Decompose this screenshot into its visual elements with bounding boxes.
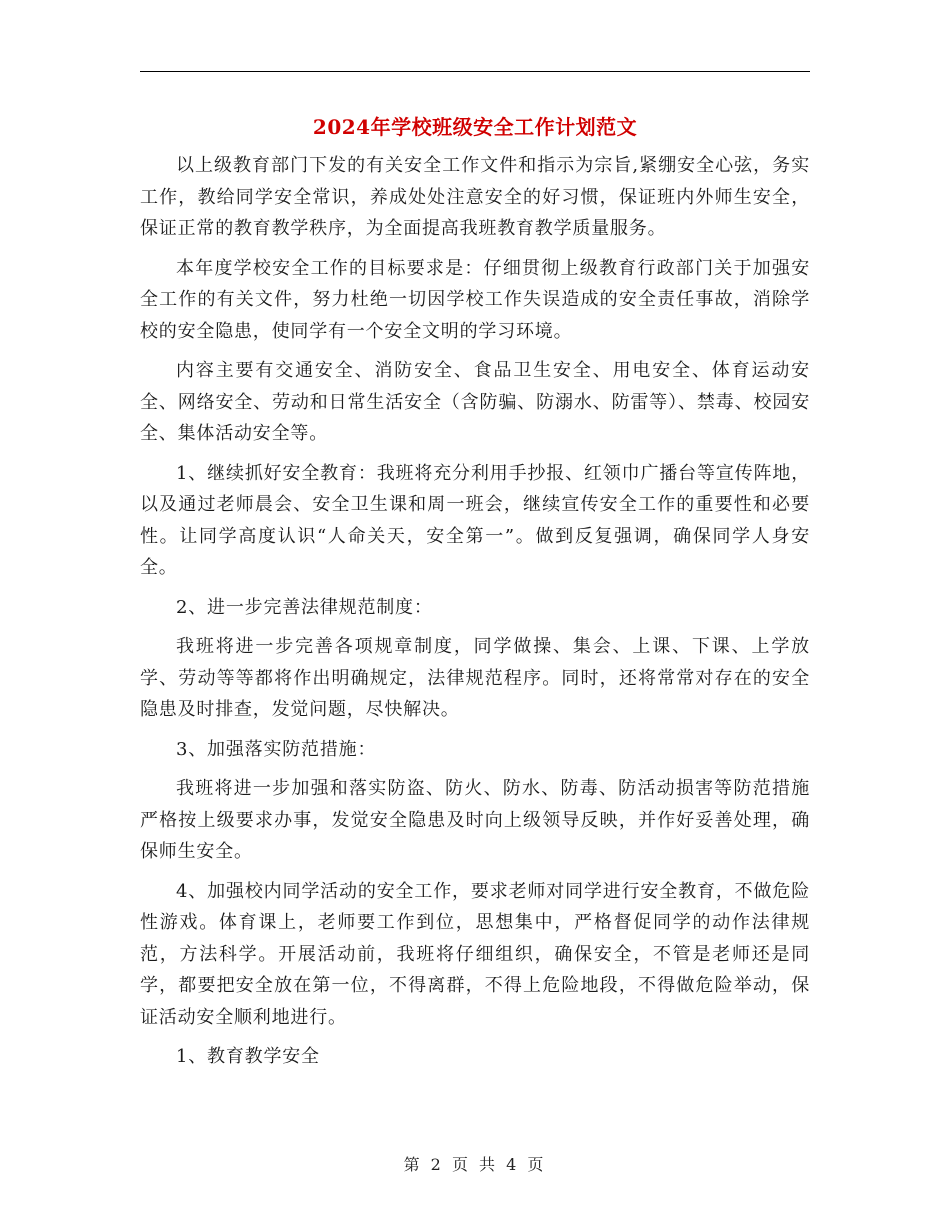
document-title: 2024年学校班级安全工作计划范文 — [312, 115, 638, 139]
document-body — [140, 150, 810, 1081]
paragraph-content: 内容主要有交通安全、消防安全、食品卫生安全、用电安全、体育运动安全、网络安全、劳动和日常生活安全（含防骗、防溺水、防雷等）、禁毒、校园安全、集体活动安全等。 — [140, 360, 810, 444]
paragraph-item-1-education: 1、继续抓好安全教育：我班将充分利用手抄报、红领巾广播台等宣传阵地，以及通过老师晨会、安全卫生课和周一班会，继续宣传安全工作的重要性和必要性。让同学高度认识“人命关天，安全第一”。做到反复强调，确保同学人身安全。 — [140, 462, 810, 578]
paragraph-goals: 本年度学校安全工作的目标要求是：仔细贯彻上级教育行政部门关于加强安全工作的有关文件，努力杜绝一切因学校工作失误造成的安全责任事故，消除学校的安全隐患，使同学有一个安全文明的学习环境。 — [140, 257, 810, 342]
page-number: 第 2 页 共 4 页 — [403, 1155, 547, 1174]
header-rule — [140, 71, 810, 72]
heading-item-2-rules: 2、进一步完善法律规范制度： — [176, 596, 433, 618]
paragraph-item-2-detail: 我班将进一步完善各项规章制度，同学做操、集会、上课、下课、上学放学、劳动等等都将作出明确规定，法律规范程序。同时，还将常常对存在的安全隐患及时排查，发觉问题，尽快解决。 — [140, 636, 810, 720]
heading-item-3-measures: 3、加强落实防范措施： — [176, 738, 377, 760]
heading-teaching-safety: 1、教育教学安全 — [176, 1046, 320, 1067]
paragraph-item-3-detail: 我班将进一步加强和落实防盗、防火、防水、防毒、防活动损害等防范措施严格按上级要求办事，发觉安全隐患及时向上级领导反映，并作好妥善处理，确保师生安全。 — [140, 778, 810, 862]
paragraph-item-4-activities: 4、加强校内同学活动的安全工作，要求老师对同学进行安全教育，不做危险性游戏。体育课上，老师要工作到位，思想集中，严格督促同学的动作法律规范，方法科学。开展活动前，我班将仔细组织，确保安全，不管是老师还是同学，都要把安全放在第一位，不得离群，不得上危险地段，不得做危险举动，保证活动安全顺利地进行。 — [140, 880, 810, 1028]
paragraph-purpose: 以上级教育部门下发的有关安全工作文件和指示为宗旨,紧绷安全心弦，务实工作，教给同学安全常识，养成处处注意安全的好习惯，保证班内外师生安全，保证正常的教育教学秩序，为全面提高我班教育教学质量服务。 — [140, 155, 810, 239]
